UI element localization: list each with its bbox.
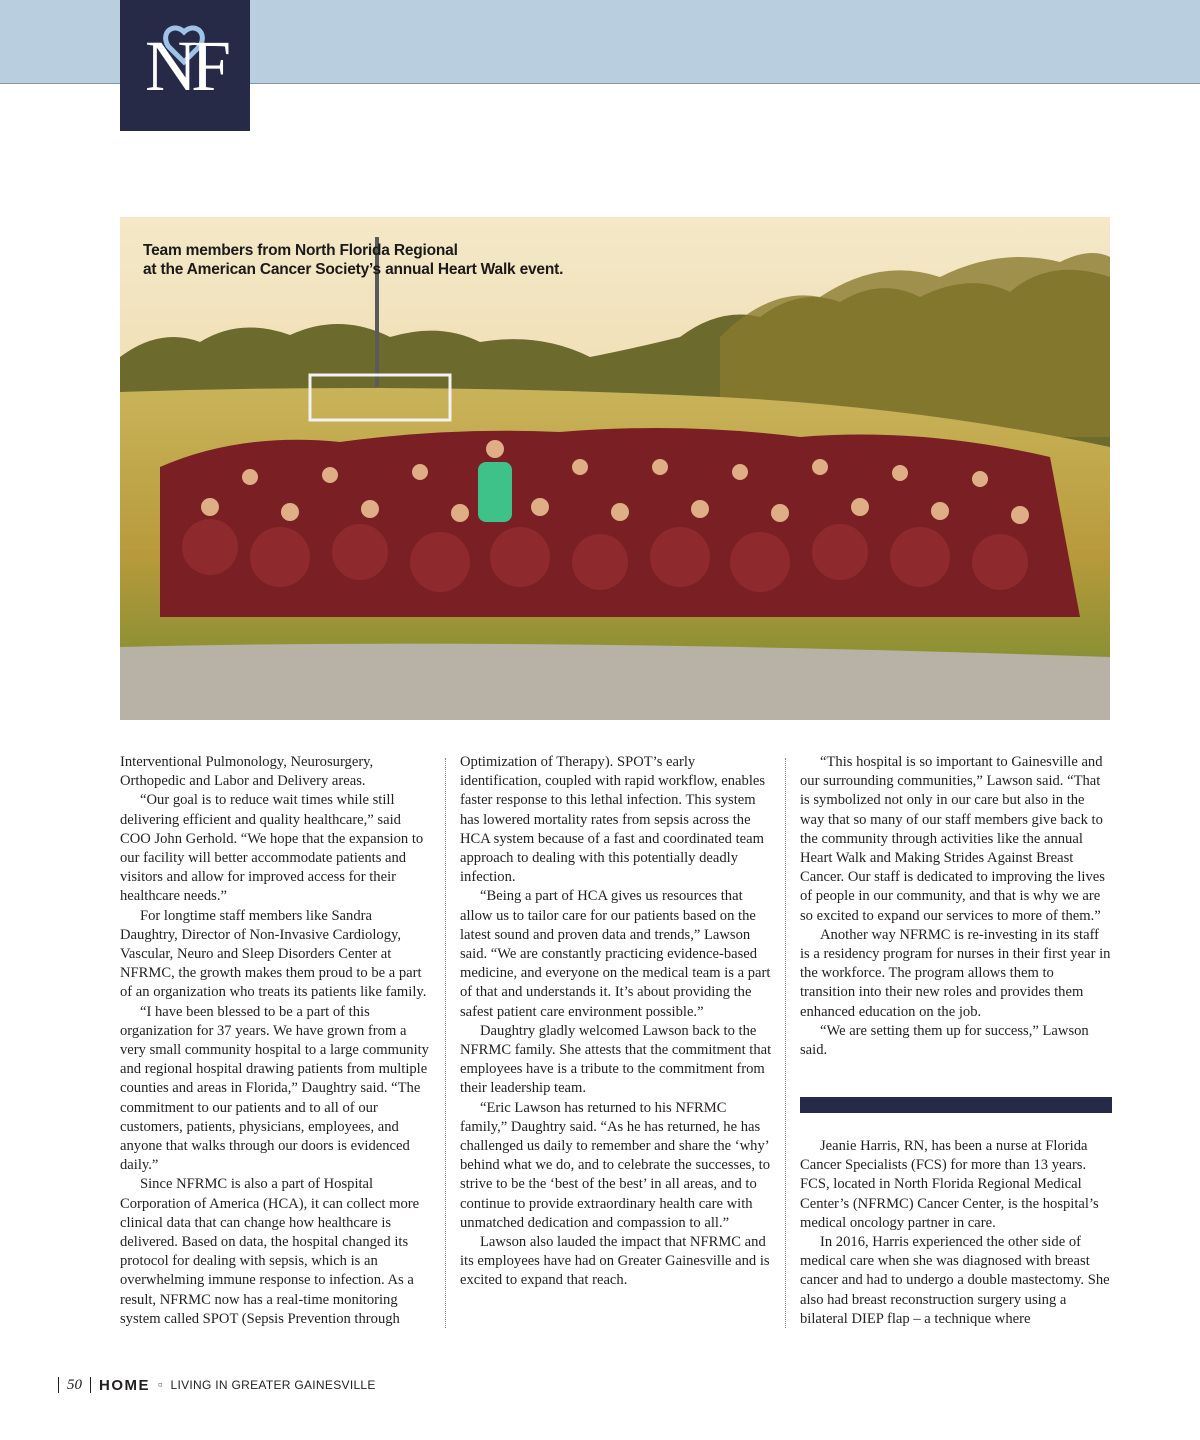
article-column-3 xyxy=(800,753,1112,1060)
page-footer xyxy=(58,1375,376,1395)
folio-rule xyxy=(58,1377,59,1393)
photo-caption xyxy=(143,241,743,279)
paragraph: Optimization of Therapy). SPOT’s early identification, coupled with rapid workflow, enables faster response to this lethal infection. This system has lowered mortality rates from sepsis across the HCA system because of a fast and coordinated team approach to dealing with this potentially deadly infection. xyxy=(460,754,766,886)
paragraph: “Our goal is to reduce wait times while still delivering efficient and quality healthcare,” said COO John Gerhold. “We hope that the expansion to our facility will better accommodate patients and visitors and allow for improved access for their healthcare needs.” xyxy=(120,792,424,905)
paragraph: Daughtry gladly welcomed Lawson back to the NFRMC family. She attests that the commitment that employees have is a tribute to the commitment from their leadership team. xyxy=(460,1022,772,1097)
caption-line: at the American Cancer Society’s annual Heart Walk event. xyxy=(143,261,564,278)
paragraph: Interventional Pulmonology, Neurosurgery, Orthopedic and Labor and Delivery areas. xyxy=(120,754,374,790)
paragraph: “Eric Lawson has returned to his NFRMC family,” Daughtry said. “As he has returned, he has challenged us daily to remember and share the ‘why’ behind what we do, and to celebrate the successes, to strive to be the ‘best of the best’ in all areas, and to continue to provide extraordinary health care with unmatched dedication and compassion to all.” xyxy=(460,1099,771,1231)
magazine-name: HOME xyxy=(99,1376,150,1394)
paragraph: Another way NFRMC is re-investing in its staff is a residency program for nurses in their first year in the workforce. The program allows them to transition into their new roles and provides them enhanced education on the job. xyxy=(800,926,1111,1020)
sidebar-story xyxy=(800,1137,1112,1329)
logo-text: NF xyxy=(144,26,226,106)
column-divider xyxy=(785,758,786,1328)
article-column-2 xyxy=(460,753,772,1291)
paragraph: “We are setting them up for success,” Lawson said. xyxy=(800,1022,1089,1059)
article-column-1 xyxy=(120,753,432,1329)
team-photo xyxy=(120,217,1110,720)
paragraph: Jeanie Harris, RN, has been a nurse at Florida Cancer Specialists (FCS) for more than 13 years. FCS, located in North Florida Regional Medical Center’s (NFRMC) Cancer Center, is the hospital’s medical oncology partner in care. xyxy=(800,1138,1099,1231)
section-divider-bar xyxy=(800,1097,1112,1113)
column-divider xyxy=(445,758,446,1328)
paragraph: “This hospital is so important to Gainesville and our surrounding communities,” Lawson said. “That is symbolized not only in our care but also in the way that so many of our staff members give back to the community through activities like the annual Heart Walk and Making Strides Against Breast Cancer. Our staff is dedicated to improving the lives of people in our community, and that is why we are so excited to expand our services to more of them.” xyxy=(800,754,1105,924)
caption-line: Team members from North Florida Regional xyxy=(143,242,458,259)
paragraph: Since NFRMC is also a part of Hospital Corporation of America (HCA), it can collect more clinical data that can change how healthcare is delivered. Based on data, the hospital changed its protocol for dealing with sepsis, which is an overwhelming immune response to infection. As a result, NFRMC now has a real-time monitoring system called SPOT (Sepsis Prevention through xyxy=(120,1176,420,1327)
nf-logo xyxy=(120,0,250,131)
paragraph: For longtime staff members like Sandra Daughtry, Director of Non-Invasive Cardiology, Vascular, Neuro and Sleep Disorders Center at NFRMC, the growth makes them proud to be a part of an organization who treats its patients like family. xyxy=(120,907,427,1001)
paragraph: “Being a part of HCA gives us resources that allow us to tailor care for our patients based on the latest sound and proven data and trends,” Lawson said. “We are constantly practicing evidence-based medicine, and everyone on the medical team is a part of that and understands it. It’s about providing the safest patient care environment possible.” xyxy=(460,888,771,1020)
group-photo-illustration xyxy=(120,217,1110,720)
separator-glyph: ¤ xyxy=(158,1380,163,1390)
paragraph: Lawson also lauded the impact that NFRMC and its employees have had on Greater Gainesville and is excited to expand that reach. xyxy=(460,1234,770,1289)
magazine-tagline: LIVING IN GREATER GAINESVILLE xyxy=(170,1378,376,1392)
paragraph: “I have been blessed to be a part of this organization for 37 years. We have grown from a very small community hospital to a large community and regional hospital drawing patients from multiple counties and areas in Florida,” Daughtry said. “The commitment to our patients and to all of our customers, patients, physicians, employees, and anyone that walks through our doors is evidenced daily.” xyxy=(120,1003,429,1174)
paragraph: In 2016, Harris experienced the other side of medical care when she was diagnosed with breast cancer and had to undergo a double mastectomy. She also had breast reconstruction surgery using a bilateral DIEP flap – a technique where xyxy=(800,1234,1110,1327)
page-number: 50 xyxy=(67,1376,82,1393)
folio-rule xyxy=(90,1377,91,1393)
